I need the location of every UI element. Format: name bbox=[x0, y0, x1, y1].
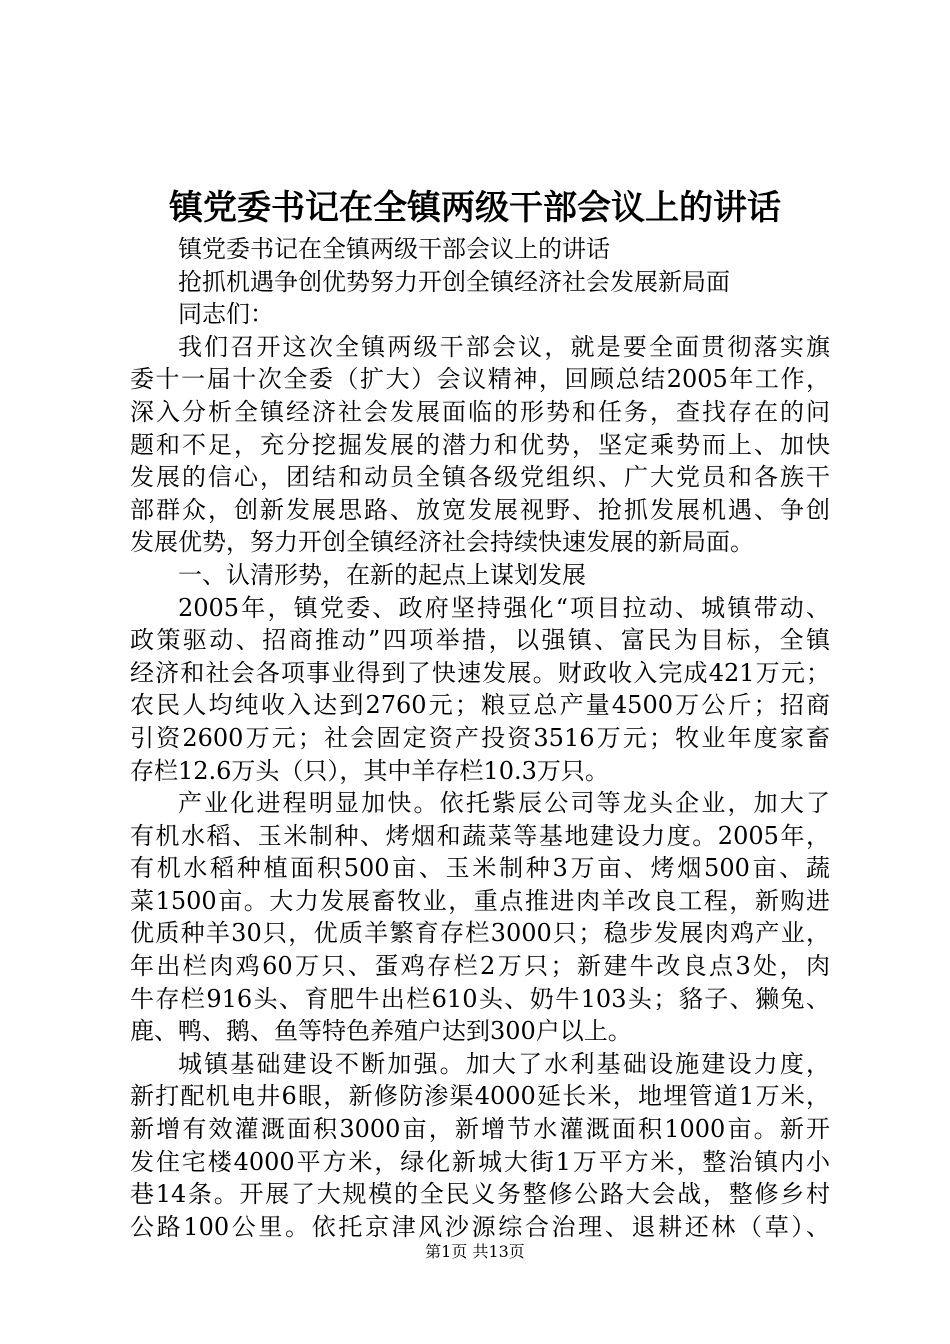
text-line: 发展优势，努力开创全镇经济社会持续快速发展的新局面。 bbox=[130, 528, 754, 557]
text-line: 2005年，镇党委、政府坚持强化“项目拉动、城镇带动、 bbox=[178, 593, 830, 622]
text-line: 菜1500亩。大力发展畜牧业，重点推进肉羊改良工程，新购进 bbox=[130, 886, 830, 915]
text-line: 农民人均纯收入达到2760元；粮豆总产量4500万公斤；招商 bbox=[130, 691, 830, 720]
text-line: 城镇基础建设不断加强。加大了水利基础设施建设力度， bbox=[178, 1049, 830, 1078]
text-line: 存栏12.6万头（只），其中羊存栏10.3万只。 bbox=[130, 756, 609, 785]
text-line: 我们召开这次全镇两级干部会议，就是要全面贯彻落实旗 bbox=[178, 332, 830, 361]
text-line: 牛存栏916头、育肥牛出栏610头、奶牛103头；貉子、獭兔、 bbox=[130, 984, 830, 1013]
text-line: 有机水稻种植面积500亩、玉米制种3万亩、烤烟500亩、蔬 bbox=[130, 854, 830, 883]
text-line: 政策驱动、招商推动”四项举措，以强镇、富民为目标，全镇 bbox=[130, 626, 830, 655]
text-line: 产业化进程明显加快。依托紫辰公司等龙头企业，加大了 bbox=[178, 789, 830, 818]
text-line: 发展的信心，团结和动员全镇各级党组织、广大党员和各族干 bbox=[130, 463, 830, 492]
text-line: 新打配机电井6眼，新修防渗渠4000延长米，地埋管道1万米， bbox=[130, 1082, 830, 1111]
text-line: 委十一届十次全委（扩大）会议精神，回顾总结2005年工作， bbox=[130, 365, 830, 394]
section-heading: 一、认清形势，在新的起点上谋划发展 bbox=[178, 560, 586, 589]
text-line-salutation: 同志们： bbox=[178, 300, 274, 329]
text-line: 部群众，创新发展思路、放宽发展视野、抢抓发展机遇、争创 bbox=[130, 495, 830, 524]
text-line: 优质种羊30只，优质羊繁育存栏3000只；稳步发展肉鸡产业， bbox=[130, 919, 830, 948]
text-line: 有机水稻、玉米制种、烤烟和蔬菜等基地建设力度。2005年， bbox=[130, 821, 830, 850]
text-line: 题和不足，充分挖掘发展的潜力和优势，坚定乘势而上、加快 bbox=[130, 430, 830, 459]
text-line: 发住宅楼4000平方米，绿化新城大街1万平方米，整治镇内小 bbox=[130, 1147, 830, 1176]
text-line-headline: 抢抓机遇争创优势努力开创全镇经济社会发展新局面 bbox=[178, 267, 730, 296]
text-line: 巷14条。开展了大规模的全民义务整修公路大会战，整修乡村 bbox=[130, 1180, 830, 1209]
text-line: 公路100公里。依托京津风沙源综合治理、退耕还林（草）、 bbox=[130, 1212, 830, 1241]
document-title: 镇党委书记在全镇两级干部会议上的讲话 bbox=[169, 188, 781, 228]
text-line: 鹿、鸭、鹅、鱼等特色养殖户达到300户以上。 bbox=[130, 1017, 632, 1046]
text-line: 新增有效灌溉面积3000亩，新增节水灌溉面积1000亩。新开 bbox=[130, 1115, 830, 1144]
text-line: 年出栏肉鸡60万只、蛋鸡存栏2万只；新建牛改良点3处，肉 bbox=[130, 952, 830, 981]
text-line-subtitle: 镇党委书记在全镇两级干部会议上的讲话 bbox=[178, 235, 610, 263]
document-body bbox=[130, 233, 830, 1243]
page-footer: 第1页 共13页 bbox=[425, 1242, 525, 1261]
text-line: 引资2600万元；社会固定资产投资3516万元；牧业年度家畜 bbox=[130, 723, 830, 752]
text-line: 经济和社会各项事业得到了快速发展。财政收入完成421万元； bbox=[130, 658, 830, 687]
text-line: 深入分析全镇经济社会发展面临的形势和任务，查找存在的问 bbox=[130, 397, 830, 426]
